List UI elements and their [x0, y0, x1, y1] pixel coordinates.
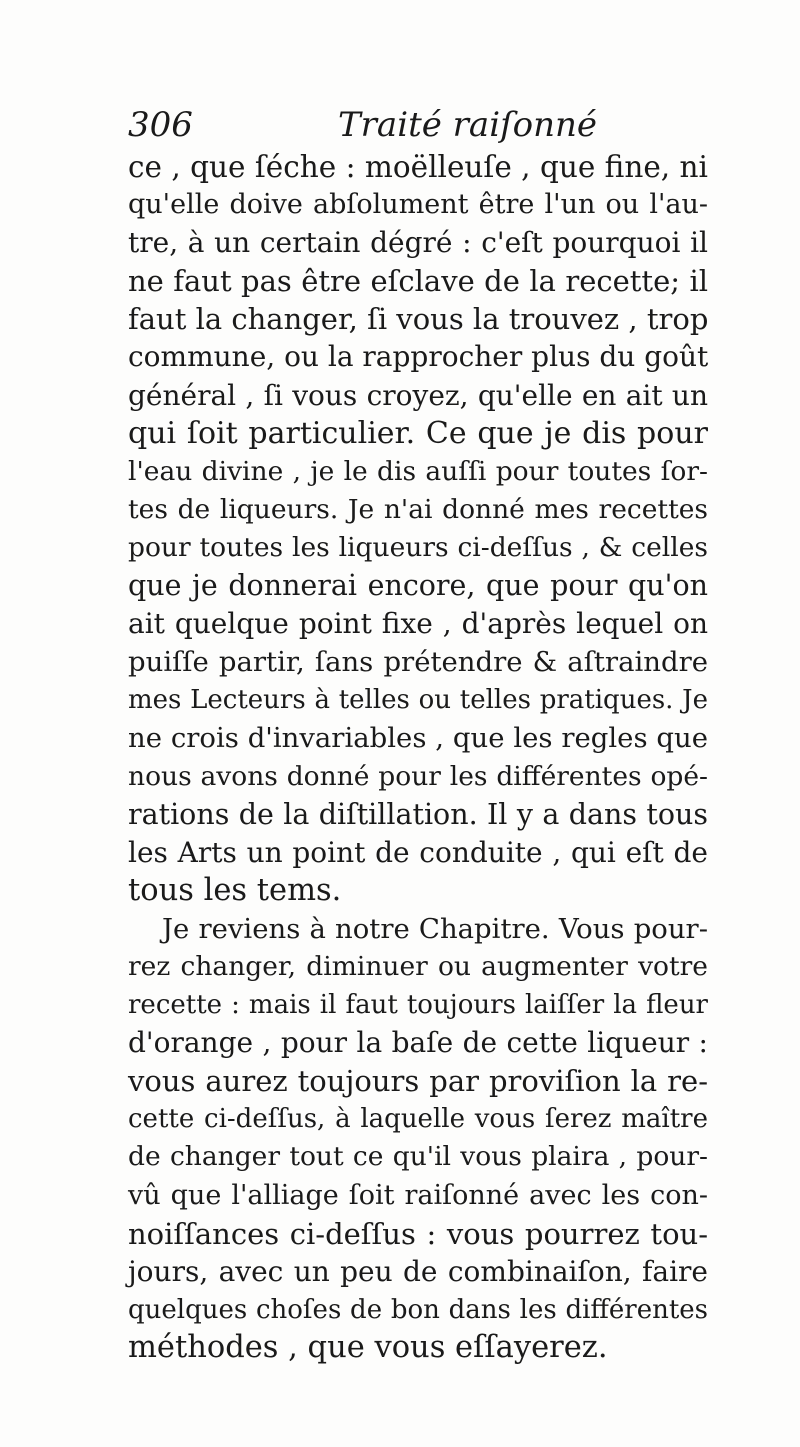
text-line: que je donnerai encore, que pour qu'on [128, 569, 708, 603]
text-line: vous aurez toujours par proviſion la re- [128, 1064, 708, 1099]
text-line: jours, avec un peu de combinaiſon, faire [128, 1254, 708, 1288]
text-line: commune, ou la rapprocher plus du goût [128, 340, 709, 374]
text-line: qui ſoit particulier. Ce que je dis pour [128, 415, 708, 451]
text-line: quelques choſes de bon dans les différentes [128, 1294, 708, 1325]
text-line: ce , que ſéche : moëlleuſe , que fine, ni [128, 150, 708, 184]
paragraph-1 [128, 148, 708, 910]
text-line: mes Lecteurs à telles ou telles pratiques. Je [128, 685, 708, 716]
text-line: l'eau divine , je le dis auſſi pour toutes ſor- [128, 455, 708, 487]
text-line: les Arts un point de conduite , qui eſt de [128, 835, 708, 869]
text-line: général , ſi vous croyez, qu'elle en ait un [128, 378, 708, 412]
text-line: nous avons donné pour les différentes opé- [128, 760, 708, 792]
text-line: tre, à un certain dégré : c'eſt pourquoi il [128, 226, 708, 260]
paragraph-2 [128, 910, 708, 1367]
text-line: tous les tems. [128, 872, 342, 908]
text-line: rez changer, diminuer ou augmenter votre [128, 950, 708, 982]
text-line: recette : mais il faut toujours laiſſer la fleur [128, 990, 708, 1021]
body-text [128, 148, 708, 1367]
running-head [128, 100, 688, 150]
text-line: Je reviens à notre Chapitre. Vous pour- [162, 912, 708, 945]
text-line: vû que l'alliage ſoit raiſonné avec les con- [128, 1179, 708, 1211]
text-line: pour toutes les liqueurs ci-deſſus , & celles [128, 531, 708, 563]
text-line: faut la changer, ſi vous la trouvez , trop [128, 302, 709, 337]
text-line: rations de la diſtillation. Il y a dans tous [128, 797, 708, 831]
text-line: puiſſe partir, ſans prétendre & aſtraindre [128, 646, 708, 679]
running-title: Traité raiſonné [338, 105, 598, 145]
text-line: qu'elle doive abſolument être l'un ou l'au- [128, 189, 708, 221]
text-line: cette ci-deſſus, à laquelle vous ſerez maître [128, 1104, 708, 1135]
text-line: d'orange , pour la baſe de cette liqueur : [128, 1026, 708, 1060]
text-line: tes de liqueurs. Je n'ai donné mes recettes [128, 493, 708, 525]
text-line: noiſſances ci-deſſus : vous pourrez tou- [128, 1216, 708, 1251]
text-line: de changer tout ce qu'il vous plaira , pour- [128, 1141, 708, 1173]
text-line: ne crois d'invariables , que les regles que [128, 722, 708, 755]
text-line: méthodes , que vous eſſayerez. [128, 1329, 608, 1365]
page-number: 306 [128, 105, 193, 145]
text-line: ne faut pas être eſclave de la recette; il [128, 264, 708, 299]
text-line: ait quelque point fixe , d'après lequel on [128, 607, 708, 641]
